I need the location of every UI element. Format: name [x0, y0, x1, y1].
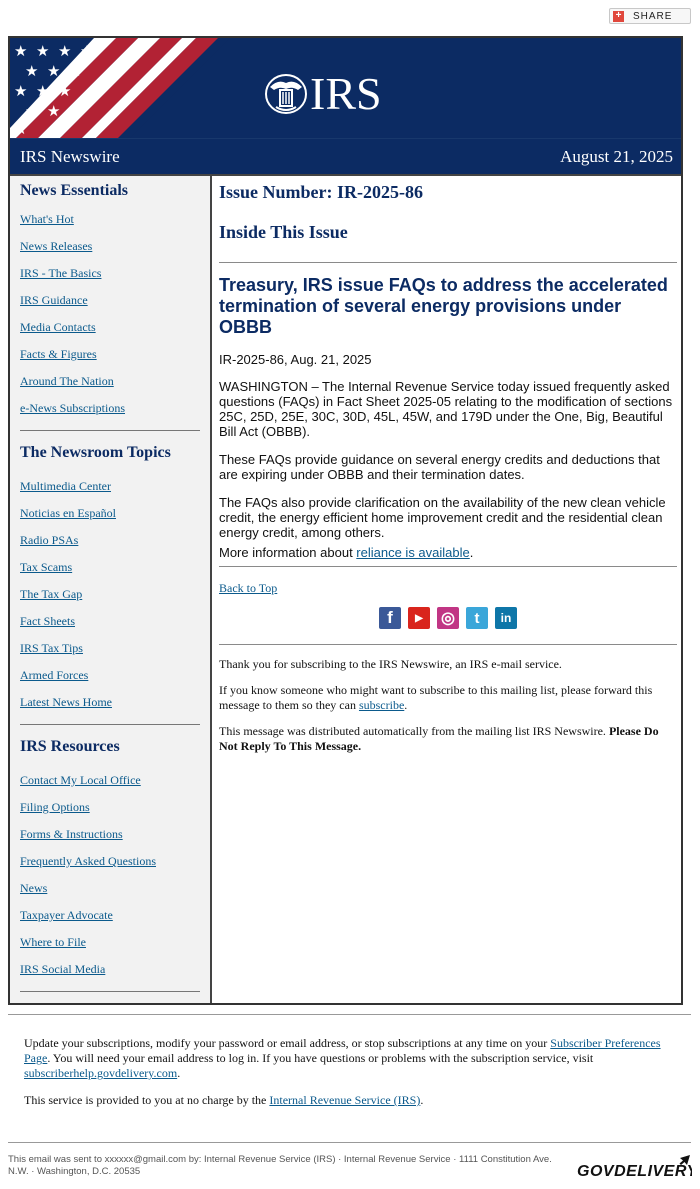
more-info-line — [219, 545, 675, 560]
govdelivery-logo-text: GOVDELIVERY — [577, 1163, 692, 1180]
svg-text:★: ★ — [14, 42, 28, 60]
sidebar-heading-news-essentials: News Essentials — [20, 182, 129, 199]
newsletter-frame — [8, 36, 683, 1005]
subscriber-help-link[interactable]: subscriberhelp.govdelivery.com — [24, 1066, 178, 1080]
sidebar-divider — [20, 991, 200, 992]
sidebar-item-media-contacts[interactable]: Media Contacts — [20, 320, 96, 334]
facebook-icon[interactable]: f — [379, 607, 401, 629]
main-content — [212, 174, 681, 1003]
article-paragraph: The FAQs also provide clarification on the availability of the new clean vehicle credit, the energy efficient home improvement credit and the residential clean energy credit, among others. — [219, 495, 666, 540]
linkedin-icon[interactable]: in — [495, 607, 517, 629]
sidebar-item-tax-tips[interactable]: IRS Tax Tips — [20, 641, 83, 655]
update-mid: . You will need your email address to log in. If you have questions or problems with the subscription service, visit — [47, 1051, 594, 1065]
distribution-text: This message was distributed automatically from the mailing list IRS Newswire. — [219, 724, 609, 738]
service-suffix: . — [420, 1093, 424, 1107]
article-dateline: IR-2025-86, Aug. 21, 2025 — [219, 352, 372, 367]
sidebar-item-faq[interactable]: Frequently Asked Questions — [20, 854, 156, 868]
email-sent-to-text: This email was sent to xxxxxx@gmail.com by: Internal Revenue Service (IRS) · Internal Revenue Service · 1111 Constitution Ave. N.W. · Washington, D.C. 20535 — [8, 1154, 552, 1177]
content-divider — [219, 644, 677, 645]
sidebar-item-enews-subscriptions[interactable]: e-News Subscriptions — [20, 401, 125, 415]
newswire-title: IRS Newswire — [20, 146, 120, 166]
svg-text:★: ★ — [47, 102, 61, 120]
sidebar-item-around-the-nation[interactable]: Around The Nation — [20, 374, 114, 388]
subscription-management-text — [24, 1036, 674, 1081]
share-label: SHARE — [633, 10, 673, 22]
content-divider — [219, 566, 677, 567]
svg-text:★: ★ — [25, 62, 39, 80]
sidebar-item-news-releases[interactable]: News Releases — [20, 239, 93, 253]
sidebar-item-armed-forces[interactable]: Armed Forces — [20, 668, 89, 682]
sidebar-item-whats-hot[interactable]: What's Hot — [20, 212, 74, 226]
svg-text:★: ★ — [58, 42, 72, 60]
sidebar-item-filing-options[interactable]: Filing Options — [20, 800, 90, 814]
svg-text:★: ★ — [58, 82, 72, 100]
distribution-message — [219, 724, 675, 754]
svg-text:★: ★ — [80, 42, 94, 60]
service-prefix: This service is provided to you at no charge by the — [24, 1093, 270, 1107]
american-flag-graphic — [10, 38, 230, 138]
share-button[interactable] — [609, 8, 691, 24]
reliance-link[interactable]: reliance is available — [356, 545, 470, 560]
sidebar-divider — [20, 430, 200, 431]
twitter-icon[interactable]: t — [466, 607, 488, 629]
forward-message — [219, 683, 675, 713]
do-not-reply-notice: Please Do Not Reply To This Message. — [219, 724, 659, 753]
sidebar-item-fact-sheets[interactable]: Fact Sheets — [20, 614, 75, 628]
article-paragraph: WASHINGTON – The Internal Revenue Service today issued frequently asked questions (FAQs) in Fact Sheet 2025-05 relating to the modification of sections 25C, 25D, 25E, 30C, 30D, 45L, 45W, and 179D under the One, Big, Beautiful Bill Act (OBBB). — [219, 379, 673, 439]
svg-text:★: ★ — [14, 82, 28, 100]
sidebar-item-irs-guidance[interactable]: IRS Guidance — [20, 293, 88, 307]
plus-icon: + — [613, 11, 624, 22]
sidebar-item-taxpayer-advocate[interactable]: Taxpayer Advocate — [20, 908, 113, 922]
social-icons — [379, 607, 675, 629]
svg-text:★: ★ — [14, 120, 28, 138]
sidebar-item-irs-basics[interactable]: IRS - The Basics — [20, 266, 102, 280]
instagram-icon[interactable]: ◎ — [437, 607, 459, 629]
update-prefix: Update your subscriptions, modify your password or email address, or stop subscriptions at any time on your — [24, 1036, 551, 1050]
sidebar-item-tax-scams[interactable]: Tax Scams — [20, 560, 73, 574]
svg-text:★: ★ — [69, 62, 83, 80]
thanks-message: Thank you for subscribing to the IRS Newswire, an IRS e-mail service. — [219, 657, 562, 671]
subscriber-preferences-link[interactable]: Subscriber Preferences Page — [24, 1036, 661, 1065]
inside-this-issue-heading: Inside This Issue — [219, 222, 348, 242]
youtube-icon[interactable]: ▶ — [408, 607, 430, 629]
subscribe-link[interactable]: subscribe — [358, 698, 405, 712]
sidebar-divider — [20, 724, 200, 725]
update-suffix: . — [177, 1066, 181, 1080]
eagle-emblem-icon — [264, 73, 308, 115]
sidebar-item-where-to-file[interactable]: Where to File — [20, 935, 86, 949]
sidebar-item-forms-instructions[interactable]: Forms & Instructions — [20, 827, 123, 841]
irs-logo — [264, 68, 382, 119]
sidebar-item-multimedia-center[interactable]: Multimedia Center — [20, 479, 111, 493]
sidebar-heading-newsroom-topics: The Newsroom Topics — [20, 444, 171, 461]
sidebar-item-news[interactable]: News — [20, 881, 48, 895]
back-to-top-link[interactable]: Back to Top — [219, 581, 278, 595]
svg-text:★: ★ — [36, 82, 50, 100]
forward-text: If you know someone who might want to subscribe to this mailing list, please forward this message to them so they can — [219, 683, 653, 712]
svg-text:★: ★ — [36, 42, 50, 60]
sidebar-item-noticias[interactable]: Noticias en Español — [20, 506, 116, 520]
more-info-suffix: . — [469, 545, 474, 560]
content-divider — [219, 262, 677, 263]
article-headline: Treasury, IRS issue FAQs to address the accelerated termination of several energy provisions under OBBB — [219, 275, 668, 337]
sidebar-item-facts-figures[interactable]: Facts & Figures — [20, 347, 97, 361]
govdelivery-logo — [577, 1154, 692, 1187]
sidebar-item-tax-gap[interactable]: The Tax Gap — [20, 587, 83, 601]
irs-logo-text: IRS — [310, 68, 382, 119]
sidebar-item-contact-local-office[interactable]: Contact My Local Office — [20, 773, 141, 787]
footer-divider — [8, 1142, 691, 1143]
svg-text:★: ★ — [47, 62, 61, 80]
service-provided-text — [24, 1093, 674, 1108]
sidebar-heading-irs-resources: IRS Resources — [20, 738, 120, 755]
irs-website-link[interactable]: Internal Revenue Service (IRS) — [269, 1093, 421, 1107]
sidebar-item-social-media[interactable]: IRS Social Media — [20, 962, 106, 976]
header-banner — [10, 38, 681, 138]
issue-date: August 21, 2025 — [560, 146, 673, 166]
svg-text:★: ★ — [25, 102, 39, 120]
title-bar — [10, 138, 681, 174]
issue-number: Issue Number: IR-2025-86 — [219, 182, 423, 202]
forward-suffix: . — [404, 698, 408, 712]
sidebar-item-radio-psas[interactable]: Radio PSAs — [20, 533, 79, 547]
sidebar-item-latest-news[interactable]: Latest News Home — [20, 695, 112, 709]
sidebar — [10, 174, 212, 1003]
more-info-prefix: More information about — [219, 545, 357, 560]
footer-divider — [8, 1014, 691, 1015]
article-paragraph: These FAQs provide guidance on several energy credits and deductions that are expiring under OBBB and their termination dates. — [219, 452, 660, 482]
